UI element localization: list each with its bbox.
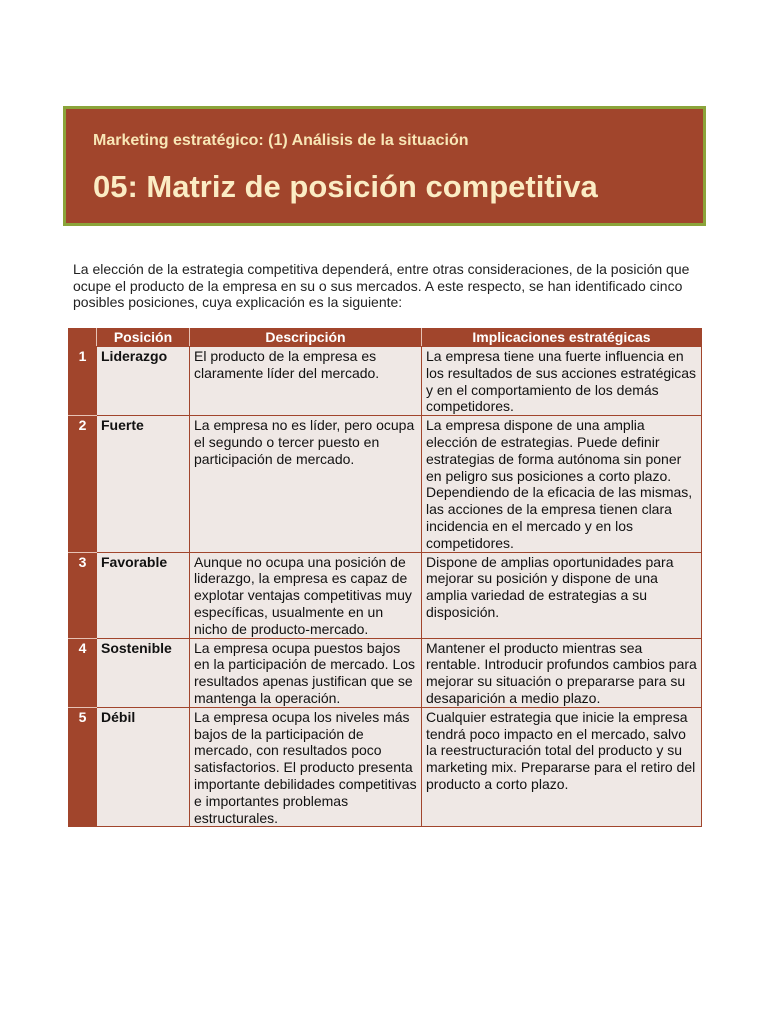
row-description: La empresa ocupa puestos bajos en la participación de mercado. Los resultados apenas justifican que se mantenga la operación. — [190, 638, 422, 707]
table-row — [69, 347, 702, 416]
row-implications: Mantener el producto mientras sea rentable. Introducir profundos cambios para mejorar su situación o prepararse para su desaparición a medio plazo. — [422, 638, 702, 707]
position-matrix-table — [68, 328, 702, 827]
table-row — [69, 552, 702, 638]
table-row — [69, 707, 702, 827]
table-row — [69, 638, 702, 707]
table-row — [69, 416, 702, 552]
row-description: La empresa no es líder, pero ocupa el segundo o tercer puesto en participación de mercado. — [190, 416, 422, 552]
row-position: Liderazgo — [97, 347, 190, 416]
page-title: 05: Matriz de posición competitiva — [93, 169, 598, 204]
row-implications: Dispone de amplias oportunidades para mejorar su posición y dispone de una amplia variedad de estrategias a su disposición. — [422, 552, 702, 638]
row-number: 4 — [69, 638, 97, 707]
row-implications: Cualquier estrategia que inicie la empresa tendrá poco impacto en el mercado, salvo la reestructuración total del producto y su marketing mix. Prepararse para el retiro del producto a corto plazo. — [422, 707, 702, 827]
row-position: Favorable — [97, 552, 190, 638]
row-number: 3 — [69, 552, 97, 638]
row-position: Sostenible — [97, 638, 190, 707]
row-position: Fuerte — [97, 416, 190, 552]
row-description: Aunque no ocupa una posición de liderazgo, la empresa es capaz de explotar ventajas competitivas muy específicas, usualmente en un nicho de producto-mercado. — [190, 552, 422, 638]
intro-paragraph: La elección de la estrategia competitiva dependerá, entre otras consideraciones, de la posición que ocupe el producto de la empresa en su o sus mercados. A este respecto, se han identificado cinco posibles posiciones, cuya explicación es la siguiente: — [73, 261, 690, 310]
row-number: 5 — [69, 707, 97, 827]
row-position: Débil — [97, 707, 190, 827]
page-subtitle: Marketing estratégico: (1) Análisis de la situación — [93, 132, 469, 149]
row-implications: La empresa dispone de una amplia elección de estrategias. Puede definir estrategias de forma autónoma sin poner en peligro sus posiciones a corto plazo. Dependiendo de la eficacia de las mismas, las acciones de la empresa tienen clara incidencia en el mercado y en los competidores. — [422, 416, 702, 552]
header-position: Posición — [97, 329, 190, 347]
row-number: 1 — [69, 347, 97, 416]
row-description: La empresa ocupa los niveles más bajos de la participación de mercado, con resultados poco satisfactorios. El producto presenta importante debilidades competitivas e importantes problemas estructurales. — [190, 707, 422, 827]
header-implications: Implicaciones estratégicas — [422, 329, 702, 347]
row-description: El producto de la empresa es claramente líder del mercado. — [190, 347, 422, 416]
header-description: Descripción — [190, 329, 422, 347]
table-header-row — [69, 329, 702, 347]
header-number — [69, 329, 97, 347]
row-implications: La empresa tiene una fuerte influencia en los resultados de sus acciones estratégicas y en el comportamiento de los demás competidores. — [422, 347, 702, 416]
title-banner — [63, 106, 706, 226]
row-number: 2 — [69, 416, 97, 552]
